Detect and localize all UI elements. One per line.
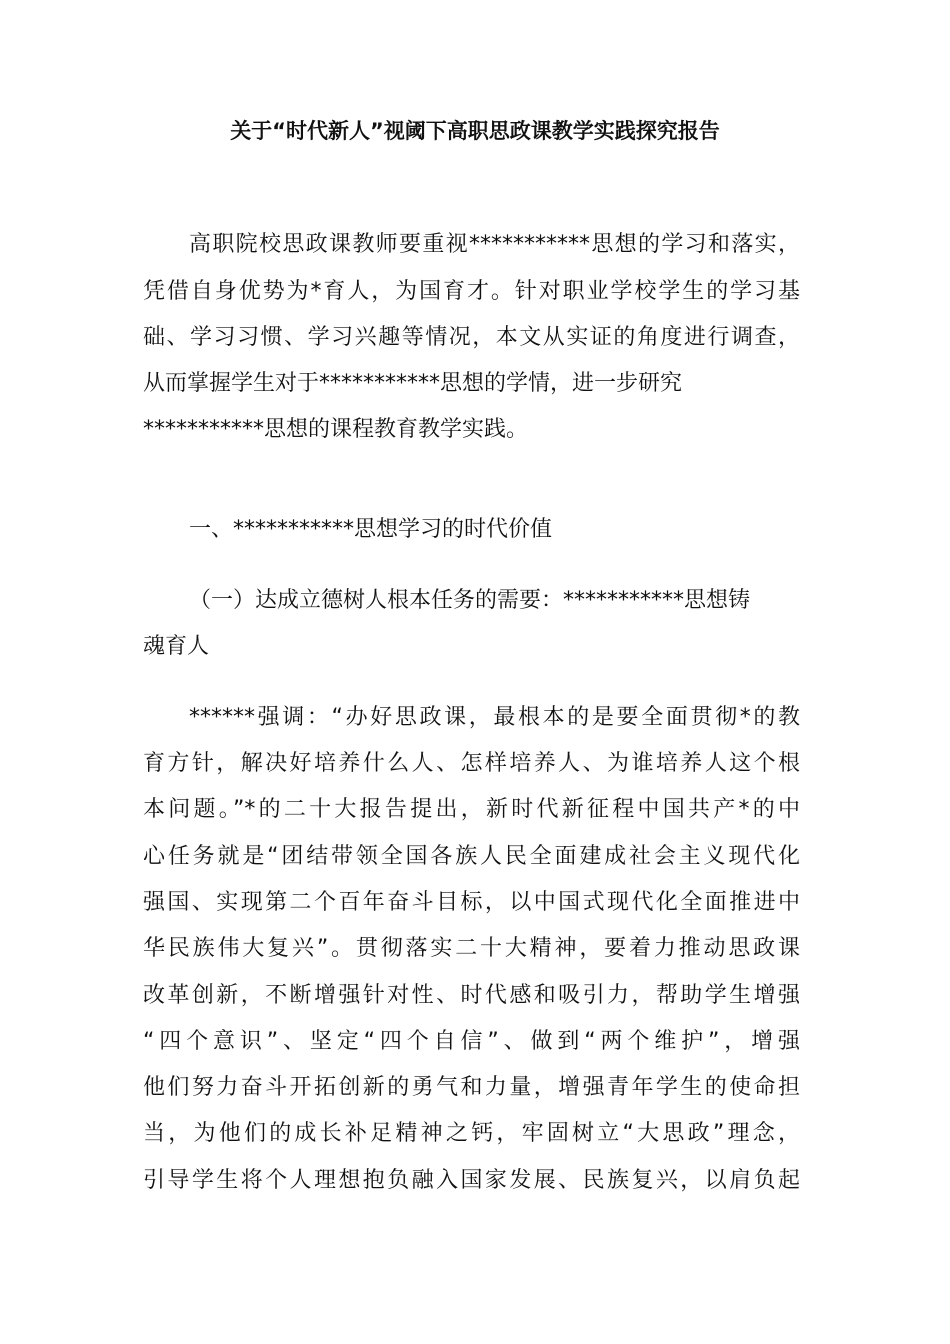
text-line: 从而掌握学生对于***********思想的学情，进一步研究: [143, 371, 683, 396]
text-line: 强国、实现第二个百年奋斗目标，以中国式现代化全面推进中: [143, 890, 800, 915]
text-line: 华民族伟大复兴”。贯彻落实二十大精神，要着力推动思政课: [143, 936, 800, 961]
text-line: “四个意识”、坚定“四个自信”、做到“两个维护”，增强: [143, 1029, 800, 1054]
section-heading: 一、***********思想学习的时代价值: [189, 517, 553, 542]
document-title: 关于“时代新人”视阈下高职思政课教学实践探究报告: [230, 119, 720, 143]
text-line: 改革创新，不断增强针对性、时代感和吸引力，帮助学生增强: [143, 983, 800, 1008]
text-line: 高职院校思政课教师要重视***********思想的学习和落实，: [189, 232, 800, 257]
text-line: 引导学生将个人理想抱负融入国家发展、民族复兴，以肩负起: [143, 1168, 800, 1193]
text-line: 魂育人: [143, 634, 210, 659]
text-line: 育方针，解决好培养什么人、怎样培养人、为谁培养人这个根: [143, 751, 800, 776]
text-line: （一）达成立德树人根本任务的需要：***********思想铸: [189, 588, 751, 613]
text-line: 他们努力奋斗开拓创新的勇气和力量，增强青年学生的使命担: [143, 1075, 800, 1100]
text-line: 本问题。”*的二十大报告提出，新时代新征程中国共产*的中: [143, 797, 800, 822]
text-line: ******强调：“办好思政课，最根本的是要全面贯彻*的教: [189, 705, 800, 730]
text-line: ***********思想的课程教育教学实践。: [143, 417, 529, 442]
text-line: 凭借自身优势为*育人，为国育才。针对职业学校学生的学习基: [143, 279, 800, 304]
text-line: 心任务就是“团结带领全国各族人民全面建成社会主义现代化: [143, 844, 800, 869]
text-line: 当，为他们的成长补足精神之钙，牢固树立“大思政”理念，: [143, 1121, 800, 1146]
text-line: 础、学习习惯、学习兴趣等情况，本文从实证的角度进行调查，: [143, 325, 800, 350]
